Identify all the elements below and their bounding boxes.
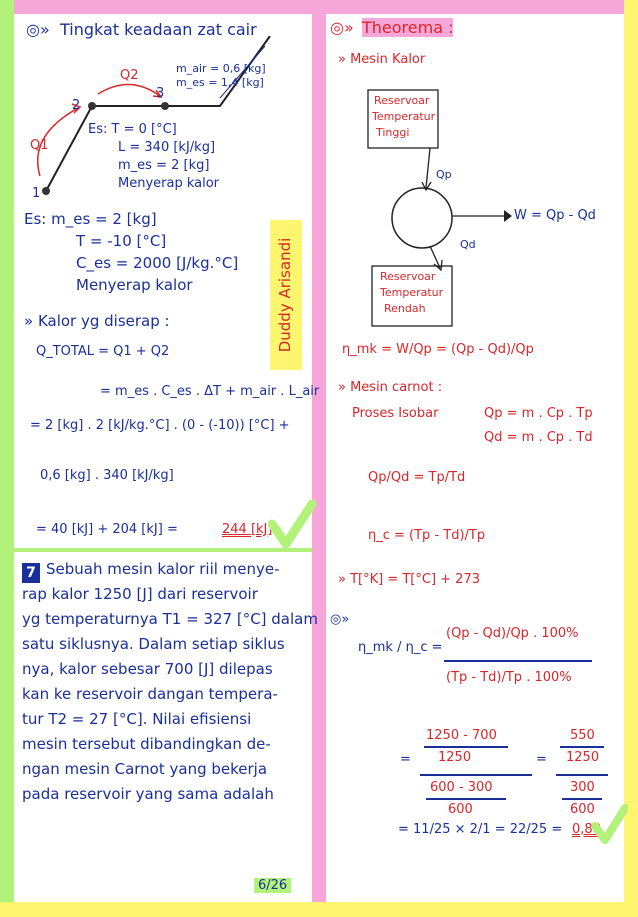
eq-sign-1: =: [400, 752, 411, 767]
pink-center-band: [312, 0, 326, 917]
checkmark-icon: [592, 804, 628, 844]
calc1-den: 1250: [438, 750, 472, 765]
res-low-2: Temperatur: [380, 286, 444, 299]
ratio-head: η_mk / η_c =: [358, 640, 443, 655]
calc4-den: 600: [570, 802, 595, 817]
final-answer: 0,88: [572, 822, 601, 837]
calc3-bar: [560, 746, 604, 748]
work-label: W = Qp - Qd: [514, 208, 596, 223]
problem-line-9: ngan mesin Carnot yang bekerja: [22, 760, 268, 778]
point-3-label: 3: [156, 86, 165, 101]
calc4-bar: [562, 798, 602, 800]
es-menyerap: Menyerap kalor: [118, 176, 220, 191]
section-title: Tingkat keadaan zat cair: [60, 20, 257, 39]
eq-substitute-2: 0,6 [kg] . 340 [kJ/kg]: [40, 468, 174, 483]
solution-icon: ◎»: [330, 612, 350, 627]
es-block-line1: Es: m_es = 2 [kg]: [24, 210, 157, 228]
calc2-bar: [426, 798, 506, 800]
problem-line-5: nya, kalor sebesar 700 [J] dilepas: [22, 660, 273, 678]
eq-expand: = m_es . C_es . ΔT + m_air . L_air: [100, 384, 320, 399]
q2-arrow: [98, 84, 160, 96]
problem-line-6: kan ke reservoir dangan tempera-: [22, 685, 278, 703]
question-number-badge: 7: [22, 563, 40, 583]
theorema-title: Theorema :: [362, 18, 454, 37]
qd-label: Qd: [460, 238, 476, 251]
eq-sign-2: =: [536, 752, 547, 767]
eq-answer: 244 [kJ]: [222, 522, 273, 537]
eq-substitute-1: = 2 [kg] . 2 [kJ/kg.°C] . (0 - (-10)) [°C] +: [30, 418, 290, 433]
calc3-den: 1250: [566, 750, 600, 765]
problem-line-4: satu siklusnya. Dalam setiap siklus: [22, 635, 285, 653]
calc1-num: 1250 - 700: [426, 728, 497, 743]
carnot-head: » Mesin carnot :: [338, 380, 443, 395]
isobar-qp: Qp = m . Cp . Tp: [484, 406, 593, 421]
engine-circle: [392, 188, 452, 248]
es-m: m_es = 2 [kg]: [118, 158, 210, 173]
calc1-bar: [424, 746, 508, 748]
bullet-icon: ◎»: [26, 20, 50, 39]
res-high-3: Tinggi: [376, 126, 410, 139]
kalor-heading: » Kalor yg diserap :: [24, 312, 170, 330]
mair-label: m_air = 0,6 [kg]: [176, 62, 266, 75]
point-2: [88, 102, 96, 110]
eta-mk-formula: η_mk = W/Qp = (Qp - Qd)/Qp: [342, 342, 534, 357]
fraction-bottom: (Tp - Td)/Tp . 100%: [446, 670, 572, 685]
problem-line-2: rap kalor 1250 [J] dari reservoir: [22, 585, 258, 603]
green-mid-band: [14, 548, 312, 552]
problem-line-7: tur T2 = 27 [°C]. Nilai efisiensi: [22, 710, 252, 728]
calc3-num: 550: [570, 728, 595, 743]
isobar-qd: Qd = m . Cp . Td: [484, 430, 593, 445]
mesin-kalor-head: » Mesin Kalor: [338, 52, 426, 67]
qp-label: Qp: [436, 168, 452, 181]
res-high-2: Temperatur: [372, 110, 436, 123]
point-1-label: 1: [32, 186, 41, 201]
point-1: [42, 187, 50, 195]
final-calc: = 11/25 × 2/1 = 22/25 =: [398, 822, 563, 837]
eq-result: = 40 [kJ] + 204 [kJ] =: [36, 522, 178, 537]
ratio-formula: Qp/Qd = Tp/Td: [368, 470, 466, 485]
es-block-line3: C_es = 2000 [J/kg.°C]: [76, 254, 239, 272]
point-2-label: 2: [72, 98, 81, 113]
calc-right-bar: [556, 774, 608, 776]
fraction-top: (Qp - Qd)/Qp . 100%: [446, 626, 579, 641]
calc4-num: 300: [570, 780, 595, 795]
mes-label: m_es = 1,4 [kg]: [176, 76, 264, 89]
problem-line-1: Sebuah mesin kalor riil menye-: [46, 560, 280, 578]
q1-label: Q1: [30, 138, 49, 153]
problem-line-8: mesin tersebut dibandingkan de-: [22, 735, 271, 753]
calc2-num: 600 - 300: [430, 780, 493, 795]
es-block-line2: T = -10 [°C]: [76, 232, 167, 250]
theorema-icon: ◎»: [330, 18, 354, 37]
res-low-1: Reservoar: [380, 270, 436, 283]
es-block-line4: Menyerap kalor: [76, 276, 193, 294]
point-3: [161, 102, 169, 110]
green-left-band: [0, 0, 14, 917]
yellow-bottom-band: [0, 902, 638, 917]
res-low-3: Rendah: [384, 302, 426, 315]
eta-c-formula: η_c = (Tp - Td)/Tp: [368, 528, 486, 543]
calc2-den: 600: [448, 802, 473, 817]
big-fraction-bar: [420, 774, 532, 776]
author-name: Duddy Arisandi: [276, 237, 294, 353]
res-high-1: Reservoar: [374, 94, 430, 107]
es-l: L = 340 [kJ/kg]: [118, 140, 216, 155]
problem-line-3: yg temperaturnya T1 = 327 [°C] dalam: [22, 610, 318, 628]
kelvin-formula: » T[°K] = T[°C] + 273: [338, 572, 480, 587]
eq-total: Q_TOTAL = Q1 + Q2: [36, 344, 170, 359]
yellow-right-band: [624, 0, 638, 917]
q2-label: Q2: [120, 68, 139, 83]
fraction-bar: [444, 660, 592, 662]
es-t: Es: T = 0 [°C]: [88, 122, 177, 137]
problem-line-10: pada reservoir yang sama adalah: [22, 785, 274, 803]
isobar-label: Proses Isobar: [352, 406, 439, 421]
checkmark-icon: [268, 500, 316, 548]
page-number: 6/26: [254, 878, 291, 893]
